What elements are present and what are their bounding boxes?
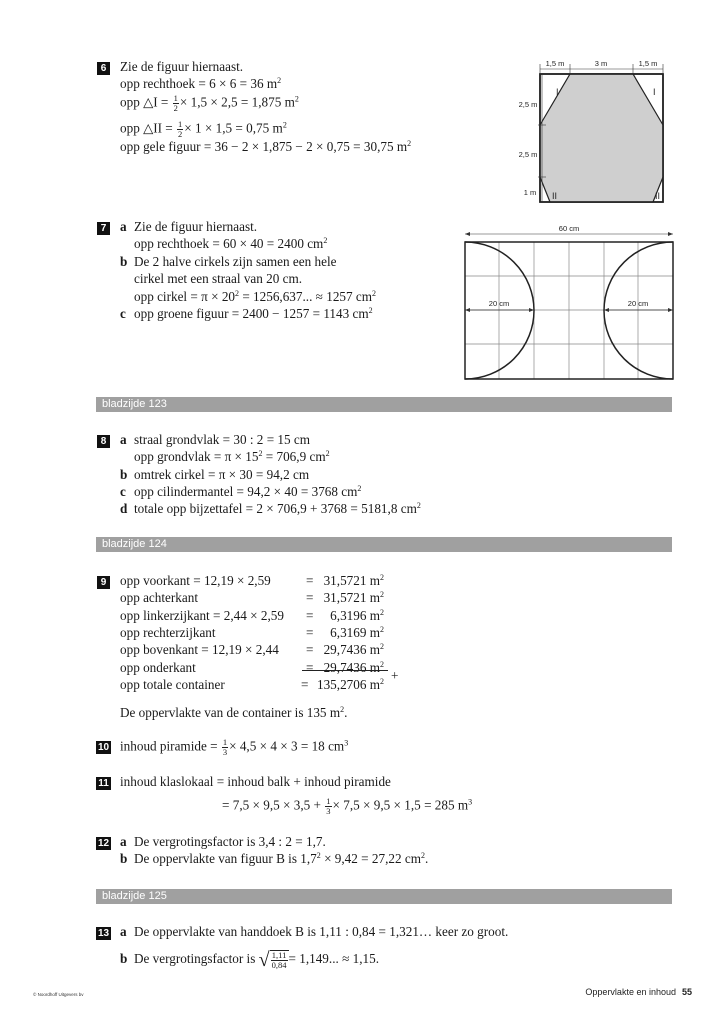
superscript: 2 xyxy=(380,607,384,617)
exercise-7-b-line-2: cirkel met een straal van 20 cm. xyxy=(134,271,303,286)
denominator: 0,84 xyxy=(271,960,287,970)
exercise-9-conclusion xyxy=(120,705,347,721)
text: De vergrotingsfactor is 3,4 : 2 = 1,7. xyxy=(134,834,326,849)
dim-label-top-middle: 3 m xyxy=(594,59,608,68)
arrow-head xyxy=(668,232,673,236)
exercise-6-line-5 xyxy=(120,139,411,155)
table-row-label: opp rechterzijkant xyxy=(120,624,216,640)
numerator: 1,11 xyxy=(271,950,287,960)
superscript: 2 xyxy=(416,501,421,510)
table-row-equals: = xyxy=(306,624,314,640)
exercise-6-line-4 xyxy=(120,120,287,139)
item-label: c xyxy=(120,484,126,499)
table-row-value xyxy=(300,590,384,606)
table-row-equals: = xyxy=(306,590,314,606)
text: . xyxy=(344,705,348,720)
superscript: 2 xyxy=(380,659,384,669)
exercise-8-a-line-2 xyxy=(134,449,330,465)
fraction-third xyxy=(325,797,331,816)
item-label: b xyxy=(120,254,128,269)
exercise-8-a xyxy=(120,432,310,448)
item-label: a xyxy=(120,924,127,939)
corner-label-top-left: I xyxy=(556,87,559,97)
exercise-number-badge: 10 xyxy=(97,742,110,753)
table-row-equals: = xyxy=(301,676,309,692)
numerator: 1 xyxy=(173,93,178,103)
exercise-6-line-3 xyxy=(120,94,299,113)
left-semicircle xyxy=(465,242,534,379)
exercise-number-badge: 9 xyxy=(97,576,110,589)
square-root xyxy=(259,950,289,970)
table-row-label: opp onderkant xyxy=(120,659,196,675)
value-text: 135,2706 m xyxy=(316,676,380,692)
text: × 1 × 1,5 = 0,75 m xyxy=(184,120,283,136)
superscript: 3 xyxy=(344,738,349,748)
superscript: 2 xyxy=(294,94,299,104)
denominator: 3 xyxy=(222,747,228,757)
dim-label-left-top: 2,5 m xyxy=(518,100,538,109)
text: opp cilindermantel = 94,2 × 40 = 3768 cm xyxy=(134,484,358,499)
table-row-label: opp totale container xyxy=(120,676,225,692)
page-footer xyxy=(585,987,692,997)
exercise-number-badge: 11 xyxy=(96,777,111,790)
exercise-7-a xyxy=(120,219,257,235)
text: opp △II = xyxy=(120,120,177,136)
table-row-value xyxy=(300,660,384,676)
item-label: b xyxy=(120,467,128,482)
superscript: 2 xyxy=(380,590,384,600)
superscript: 2 xyxy=(277,76,282,85)
table-row-value xyxy=(300,608,384,624)
table-row-equals: = xyxy=(306,659,314,675)
value-text: 6,3169 m xyxy=(330,624,380,640)
section-header-page-124: bladzijde 124 xyxy=(96,537,672,552)
exercise-11-line-1: inhoud klaslokaal = inhoud balk + inhoud piramide xyxy=(120,774,391,789)
text: × 1,5 × 2,5 = 1,875 m xyxy=(179,94,295,110)
left-radius-label: 20 cm xyxy=(488,299,510,308)
superscript: 2 xyxy=(372,289,377,298)
fraction-half xyxy=(173,94,179,113)
text: totale opp bijzettafel = 2 × 706,9 + 3768 = 5181,8 cm xyxy=(134,501,417,516)
superscript: 2 xyxy=(325,449,330,458)
text: De oppervlakte van handdoek B is 1,11 : 0,84 = 1,321… keer zo groot. xyxy=(134,924,509,939)
page-number: 55 xyxy=(681,987,692,997)
radical-sign: √ xyxy=(258,949,270,971)
table-row-value xyxy=(300,642,384,658)
table-row-label: opp linkerzijkant = 2,44 × 2,59 xyxy=(120,607,284,623)
superscript: 2 xyxy=(316,851,321,860)
value-text: 29,7436 m xyxy=(323,642,380,658)
dim-label-left-middle: 2,5 m xyxy=(518,150,538,159)
corner-label-bottom-right: II xyxy=(655,191,661,201)
exercise-6-line-1: Zie de figuur hiernaast. xyxy=(120,59,244,74)
grid xyxy=(465,242,673,379)
numerator: 1 xyxy=(326,796,331,806)
table-row-equals: = xyxy=(306,607,314,623)
text: straal grondvlak = 30 : 2 = 15 cm xyxy=(134,432,311,447)
text: = 1256,637... ≈ 1257 cm xyxy=(239,289,373,304)
denominator: 3 xyxy=(326,806,331,816)
table-row-equals: = xyxy=(306,642,314,658)
text: opp rechthoek = 60 × 40 = 2400 cm xyxy=(134,236,324,251)
text: opp groene figuur = 2400 − 1257 = 1143 cm xyxy=(134,306,369,321)
item-label: a xyxy=(120,432,127,447)
text: inhoud piramide = xyxy=(120,738,221,754)
superscript: 2 xyxy=(340,705,345,714)
dim-label-top-left: 1,5 m xyxy=(545,59,565,68)
sum-underline xyxy=(302,670,388,671)
text: opp gele figuur = 36 − 2 × 1,875 − 2 × 0,75 = 30,75 m xyxy=(120,139,408,154)
section-header-page-125: bladzijde 125 xyxy=(96,889,672,904)
rectangle-semicircles-figure xyxy=(455,215,690,385)
text: opp rechthoek = 6 × 6 = 36 m xyxy=(120,76,278,91)
corner-label-bottom-left: II xyxy=(552,191,558,201)
right-radius-label: 20 cm xyxy=(627,299,649,308)
exercise-8-d xyxy=(120,501,421,517)
radicand xyxy=(270,950,289,970)
item-label: b xyxy=(120,851,128,866)
text: × 9,42 = 27,22 cm xyxy=(320,851,421,866)
section-header-page-123: bladzijde 123 xyxy=(96,397,672,412)
superscript: 2 xyxy=(380,624,384,634)
value-text: 31,5721 m xyxy=(323,573,380,588)
exercise-8-b xyxy=(120,467,309,483)
table-row-equals: = xyxy=(306,573,314,588)
superscript: 2 xyxy=(258,449,263,458)
text: opp grondvlak = π × 15 xyxy=(134,449,259,464)
text: De vergrotingsfactor is xyxy=(134,951,259,967)
table-row-value xyxy=(300,677,384,693)
numerator: 1 xyxy=(178,119,183,129)
superscript: 2 xyxy=(421,851,425,860)
text: omtrek cirkel = π × 30 = 94,2 cm xyxy=(134,467,310,482)
arrow-head xyxy=(465,232,470,236)
text: De 2 halve cirkels zijn samen een hele xyxy=(134,254,337,269)
publisher-credit: © Noordhoff Uitgevers bv xyxy=(33,992,84,997)
item-label: a xyxy=(120,834,127,849)
corner-label-top-right: I xyxy=(653,87,656,97)
text: opp cirkel = π × 20 xyxy=(134,289,236,304)
superscript: 2 xyxy=(380,642,384,652)
exercise-13-b xyxy=(120,950,379,970)
exercise-13-a xyxy=(120,924,508,940)
fraction-third xyxy=(222,738,228,757)
plus-sign: + xyxy=(391,668,399,683)
exercise-7-c xyxy=(120,306,373,322)
table-row-value xyxy=(300,625,384,641)
superscript: 2 xyxy=(357,484,362,493)
item-label: b xyxy=(120,951,128,967)
text: × 7,5 × 9,5 × 1,5 = 285 m xyxy=(332,797,469,813)
item-label: d xyxy=(120,501,128,516)
exercise-11-line-2 xyxy=(222,797,472,816)
numerator: 1 xyxy=(222,737,228,747)
text: opp △I = xyxy=(120,94,172,110)
value-text: 6,3196 m xyxy=(330,607,380,623)
item-label: c xyxy=(120,306,126,321)
exercise-12-a xyxy=(120,834,326,850)
text: Zie de figuur hiernaast. xyxy=(134,219,258,234)
text: × 4,5 × 4 × 3 = 18 cm xyxy=(229,738,345,754)
superscript: 2 xyxy=(380,676,384,686)
superscript: 2 xyxy=(323,236,328,245)
superscript: 2 xyxy=(407,139,412,148)
exercise-8-c xyxy=(120,484,361,500)
octagon-figure xyxy=(510,55,690,210)
fraction-half xyxy=(177,120,183,139)
width-label: 60 cm xyxy=(558,224,580,233)
exercise-7-b-line-3 xyxy=(134,289,376,305)
right-semicircle xyxy=(604,242,673,379)
fraction xyxy=(271,951,288,970)
table-row-label: opp bovenkant = 12,19 × 2,44 xyxy=(120,642,279,658)
text: . xyxy=(425,851,429,866)
exercise-number-badge: 12 xyxy=(97,838,110,849)
exercise-12-b xyxy=(120,851,428,867)
table-row-label: opp voorkant = 12,19 × 2,59 xyxy=(120,573,271,588)
denominator: 2 xyxy=(173,103,178,113)
exercise-number-badge: 6 xyxy=(97,62,110,75)
value-text: 31,5721 m xyxy=(323,590,380,606)
dim-label-top-right: 1,5 m xyxy=(638,59,658,68)
text: = 7,5 × 9,5 × 3,5 + xyxy=(222,797,325,813)
superscript: 2 xyxy=(380,573,384,582)
dim-label-left-bottom: 1 m xyxy=(523,188,537,197)
text: De oppervlakte van de container is 135 m xyxy=(120,705,341,720)
item-label: a xyxy=(120,219,127,234)
exercise-number-badge: 8 xyxy=(97,435,110,448)
exercise-7-a-line-2 xyxy=(134,236,327,252)
table-row-label: opp achterkant xyxy=(120,590,198,606)
exercise-7-b xyxy=(120,254,337,270)
chapter-title: Oppervlakte en inhoud xyxy=(585,987,676,997)
table-row-value xyxy=(300,573,384,589)
superscript: 2 xyxy=(368,306,373,315)
denominator: 2 xyxy=(178,129,183,139)
exercise-6-line-2 xyxy=(120,76,281,92)
superscript: 2 xyxy=(235,289,240,298)
exercise-number-badge: 7 xyxy=(97,222,110,235)
superscript: 2 xyxy=(282,120,287,130)
text: = 706,9 cm xyxy=(262,449,326,464)
value-text: 29,7436 m xyxy=(323,659,380,675)
superscript: 3 xyxy=(468,797,473,807)
exercise-number-badge: 13 xyxy=(97,928,110,939)
text: = 1,149... ≈ 1,15. xyxy=(288,951,380,967)
text: De oppervlakte van figuur B is 1,7 xyxy=(134,851,317,866)
exercise-10-line xyxy=(120,738,348,757)
